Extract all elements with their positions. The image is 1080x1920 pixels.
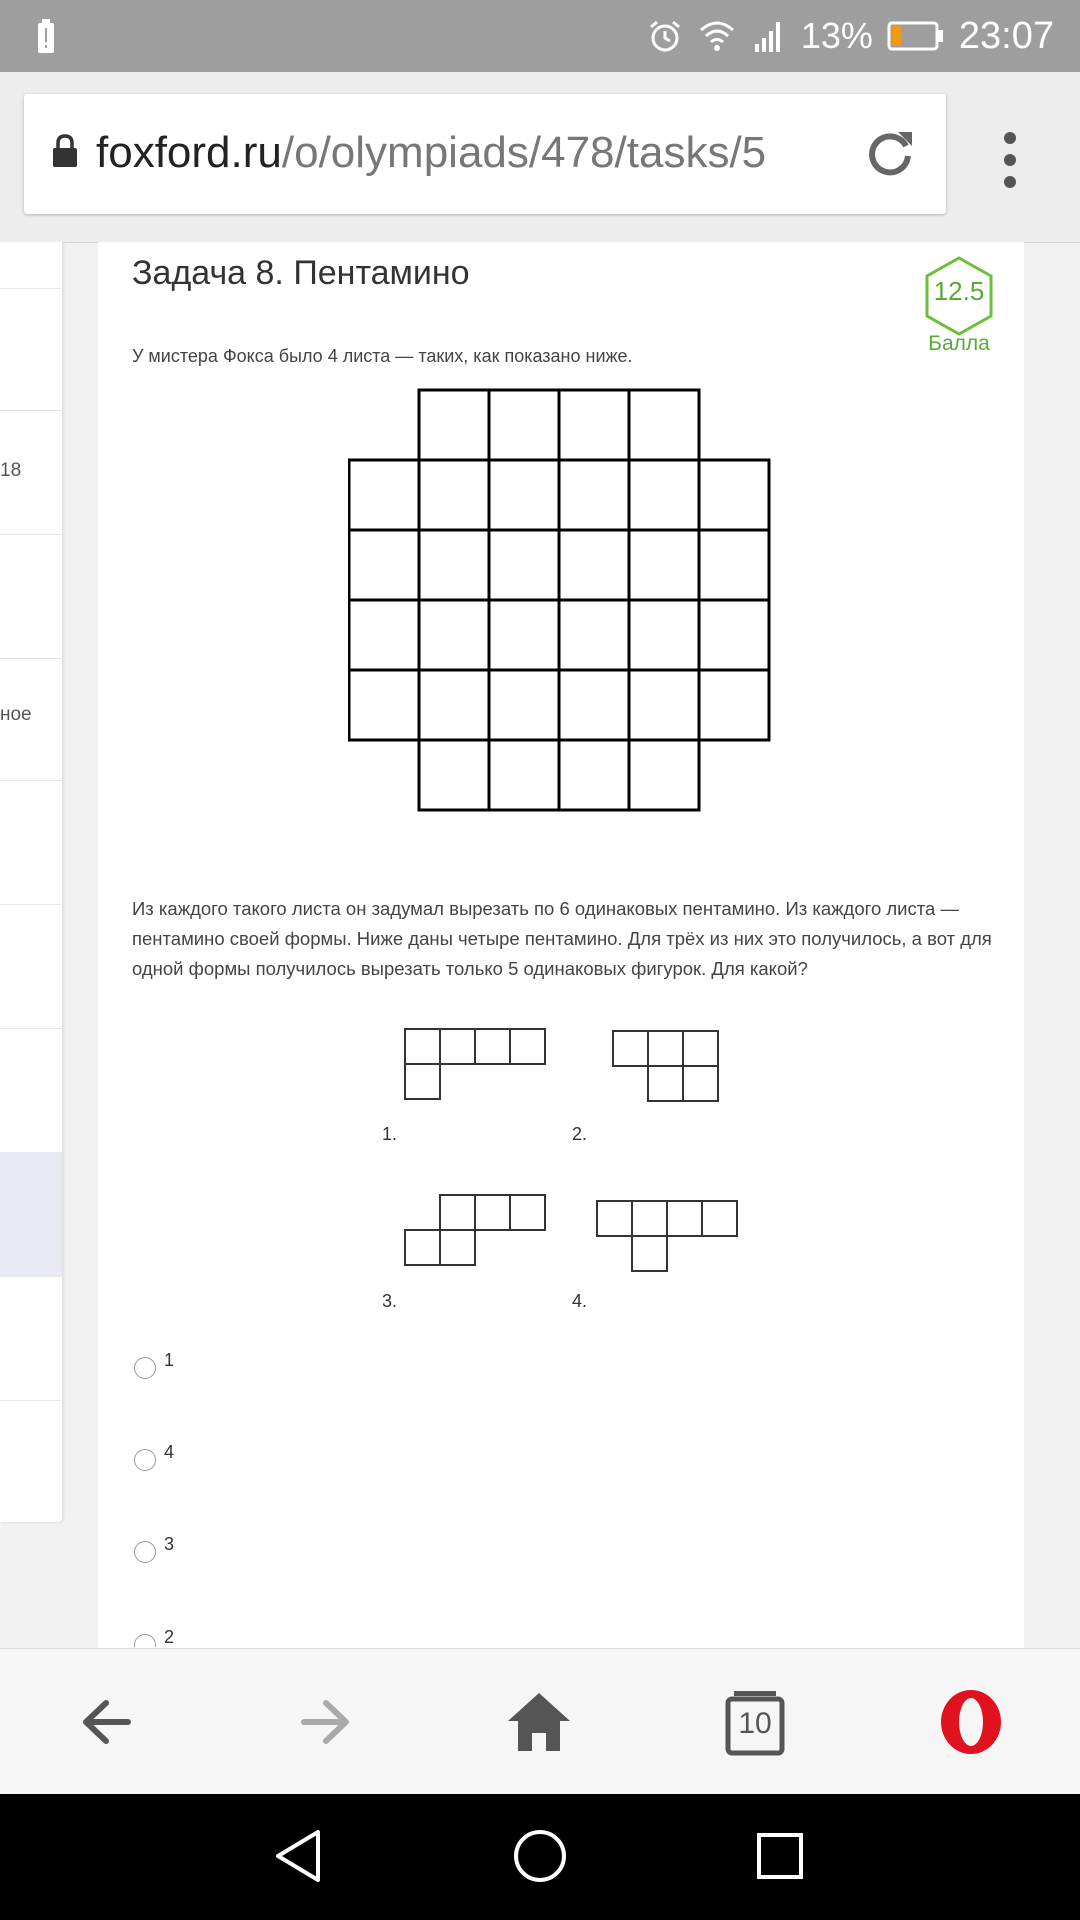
tab-count: 10 [738, 1707, 772, 1740]
answer-option-label: 4 [164, 1442, 175, 1462]
opera-logo-icon[interactable] [936, 1687, 1006, 1757]
sidebar-item[interactable]: 18 [0, 410, 62, 535]
alarm-icon [647, 18, 683, 54]
sidebar-item[interactable] [0, 904, 62, 1029]
pentomino-4-label: 4. [572, 1291, 588, 1311]
answer-option-label: 3 [164, 1534, 175, 1554]
score-value: 12.5 [933, 276, 985, 306]
url-host: foxford.ru [96, 128, 282, 177]
radio-button[interactable] [134, 1449, 156, 1471]
reload-icon[interactable] [862, 124, 918, 180]
pentomino-1-label: 1. [382, 1124, 398, 1144]
pentomino-4-figure [596, 1200, 738, 1272]
task-body: Из каждого такого листа он задумал вырезать по 6 одинаковых пентамино. Из каждого листа — пентамино своей формы. Ниже даны четыре пентамино. Для трёх из них это получилось, а вот для одной формы получилось вырезать только 5 одинаковых фигурок. Для какой? [132, 898, 992, 979]
answer-option-label: 2 [164, 1627, 175, 1647]
answer-option-4[interactable] [134, 1627, 174, 1647]
sidebar-item[interactable]: ное [0, 658, 62, 781]
home-icon[interactable] [504, 1687, 574, 1757]
wifi-icon [697, 18, 737, 54]
sidebar-item-active[interactable] [0, 1152, 62, 1277]
sidebar-item[interactable] [0, 288, 62, 411]
radio-button[interactable] [134, 1541, 156, 1563]
tabs-button[interactable] [720, 1687, 790, 1757]
url-text[interactable] [96, 128, 766, 178]
sidebar-item[interactable] [0, 780, 62, 905]
battery-saver-icon [36, 18, 56, 54]
nav-back-icon[interactable] [270, 1826, 330, 1886]
score-label: Балла [928, 332, 990, 355]
clock: 23:07 [958, 14, 1054, 57]
answer-option-2[interactable] [134, 1442, 174, 1472]
pentomino-2-figure [612, 1030, 720, 1102]
sidebar [0, 242, 63, 1522]
browser-bottom-bar [0, 1648, 1080, 1795]
answer-option-label: 1 [164, 1350, 175, 1370]
forward-arrow-icon[interactable] [290, 1687, 360, 1757]
system-navigation-bar [0, 1794, 1080, 1920]
task-title: Задача 8. Пентамино [132, 254, 470, 292]
url-path: /o/olympiads/478/tasks/5 [281, 128, 767, 177]
answer-option-1[interactable] [134, 1350, 174, 1380]
lock-icon [52, 134, 78, 168]
pentomino-3-label: 3. [382, 1291, 398, 1311]
pentomino-2-label: 2. [572, 1124, 588, 1144]
sidebar-item[interactable] [0, 1276, 62, 1401]
pentomino-1-figure [404, 1028, 546, 1100]
answer-option-3[interactable] [134, 1534, 174, 1564]
radio-button[interactable] [134, 1357, 156, 1379]
address-bar[interactable] [24, 94, 946, 214]
overflow-menu-icon[interactable] [998, 130, 1022, 190]
status-bar [0, 0, 1080, 72]
sidebar-item[interactable] [0, 534, 62, 659]
radio-button[interactable] [134, 1634, 156, 1647]
task-card [98, 242, 1024, 1648]
pentomino-3-figure [404, 1194, 546, 1266]
sheet-grid-figure [348, 388, 774, 816]
nav-home-icon[interactable] [510, 1826, 570, 1886]
sidebar-item[interactable] [0, 1028, 62, 1153]
nav-recents-icon[interactable] [750, 1826, 810, 1886]
battery-percent: 13% [800, 15, 873, 56]
back-arrow-icon[interactable] [72, 1687, 142, 1757]
signal-icon [751, 18, 787, 54]
task-intro: У мистера Фокса было 4 листа — таких, как показано ниже. [132, 346, 633, 366]
browser-toolbar [0, 72, 1080, 243]
battery-icon [887, 21, 945, 51]
sidebar-item[interactable] [0, 242, 62, 289]
